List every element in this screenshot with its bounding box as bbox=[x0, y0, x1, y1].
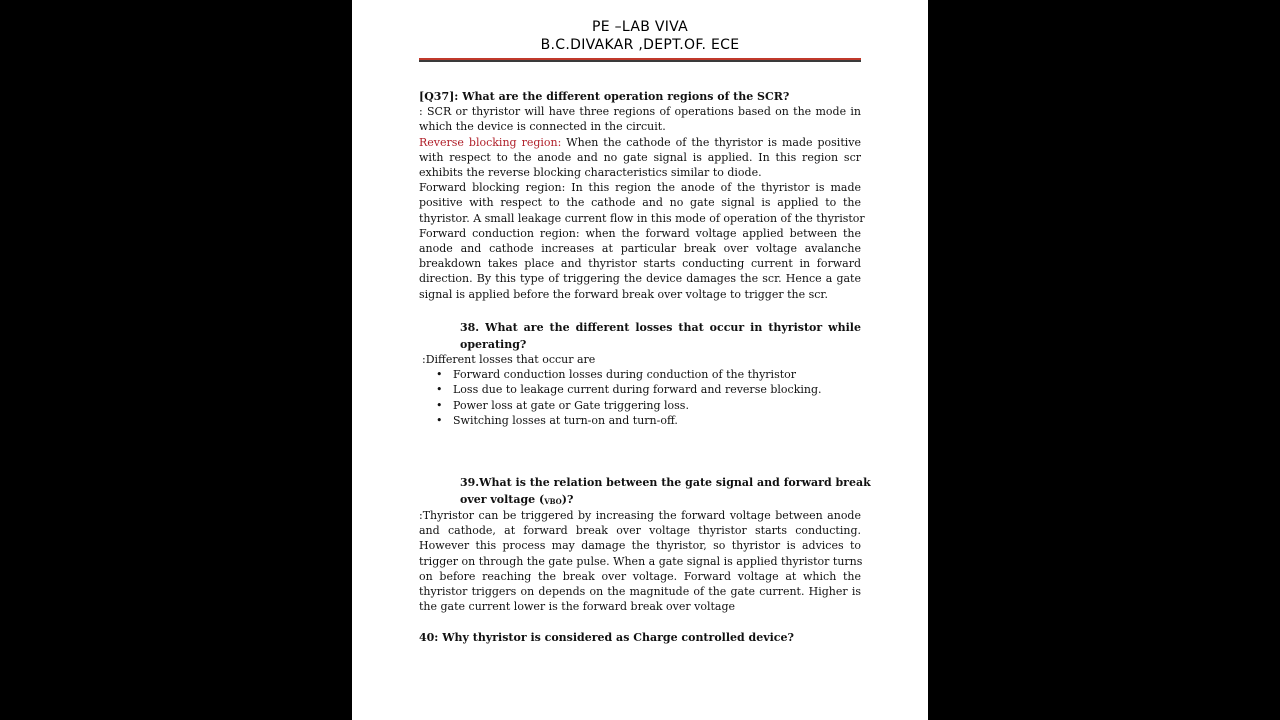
answer-39-line: trigger on through the gate pulse. When a gate signal is applied thyristor turns bbox=[419, 554, 863, 568]
question-37-heading: [Q37]: What are the different operation regions of the SCR? bbox=[419, 90, 790, 103]
answer-39-line: the gate current lower is the forward break over voltage bbox=[419, 600, 736, 614]
answer-37-line: : SCR or thyristor will have three regions of operations based on the mode in bbox=[419, 105, 861, 119]
header-rule-dark bbox=[419, 60, 861, 62]
answer-37-line: with respect to the anode and no gate signal is applied. In this region scr bbox=[419, 150, 861, 164]
answer-39-line: on before reaching the break over voltage. Forward voltage at which the bbox=[419, 569, 861, 583]
header-author: B.C.DIVAKAR ,DEPT.OF. ECE bbox=[540, 37, 740, 53]
question-39-heading bbox=[460, 475, 871, 510]
vbo-subscript: VBO bbox=[544, 496, 562, 506]
answer-37-line: anode and cathode increases at particular break over voltage avalanche bbox=[419, 242, 861, 256]
losses-list bbox=[419, 367, 861, 428]
list-item: • Loss due to leakage current during forward and reverse blocking. bbox=[419, 382, 861, 397]
losses-intro: :Different losses that occur are bbox=[422, 353, 596, 366]
answer-37-line: thyristor. A small leakage current flow in this mode of operation of the thyristor bbox=[419, 211, 865, 225]
header-title: PE –LAB VIVA bbox=[591, 19, 689, 35]
answer-39-line: thyristor triggers on depends on the magnitude of the gate current. Higher is bbox=[419, 585, 861, 599]
question-39-answer bbox=[419, 508, 861, 614]
question-39-text: over voltage ( bbox=[460, 492, 545, 506]
document-page bbox=[352, 0, 928, 720]
question-38-line: operating? bbox=[460, 337, 527, 351]
question-38-line: 38. What are the different losses that occur in thyristor while bbox=[460, 321, 861, 334]
answer-37-line: Forward conduction region: when the forward voltage applied between the bbox=[419, 226, 861, 240]
answer-39-line: and cathode, at forward break over voltage thyristor starts conducting. bbox=[419, 524, 861, 538]
question-37-section bbox=[419, 89, 865, 302]
question-38-answer bbox=[419, 352, 861, 428]
list-item: • Forward conduction losses during conduction of the thyristor bbox=[419, 367, 861, 382]
list-item: • Switching losses at turn-on and turn-off. bbox=[419, 413, 861, 428]
list-item: • Power loss at gate or Gate triggering loss. bbox=[419, 398, 861, 413]
answer-37-line: signal is applied before the forward break over voltage to trigger the scr. bbox=[419, 287, 828, 301]
reverse-blocking-label: Reverse blocking region: bbox=[419, 135, 562, 149]
question-39-line: 39.What is the relation between the gate signal and forward break bbox=[460, 476, 871, 489]
answer-37-line: which the device is connected in the circuit. bbox=[419, 120, 666, 134]
answer-37-line: exhibits the reverse blocking characteristics similar to diode. bbox=[419, 166, 762, 180]
question-38-heading bbox=[460, 320, 861, 353]
answer-37-line: direction. By this type of triggering the device damages the scr. Hence a gate bbox=[419, 272, 861, 286]
answer-39-line: However this process may damage the thyristor, so thyristor is advices to bbox=[419, 539, 861, 553]
reverse-blocking-text: When the cathode of the thyristor is made positive bbox=[561, 135, 861, 149]
question-40-section bbox=[419, 630, 861, 645]
reverse-blocking-line bbox=[419, 135, 861, 150]
answer-37-line: Forward blocking region: In this region the anode of the thyristor is made bbox=[419, 181, 861, 195]
answer-39-line: :Thyristor can be triggered by increasing the forward voltage between anode bbox=[419, 509, 861, 522]
question-40-heading: 40: Why thyristor is considered as Charge controlled device? bbox=[419, 631, 794, 644]
answer-37-line: positive with respect to the cathode and no gate signal is applied to the bbox=[419, 196, 861, 210]
question-39-text: )? bbox=[561, 492, 574, 506]
answer-37-line: breakdown takes place and thyristor starts conducting current in forward bbox=[419, 257, 861, 271]
